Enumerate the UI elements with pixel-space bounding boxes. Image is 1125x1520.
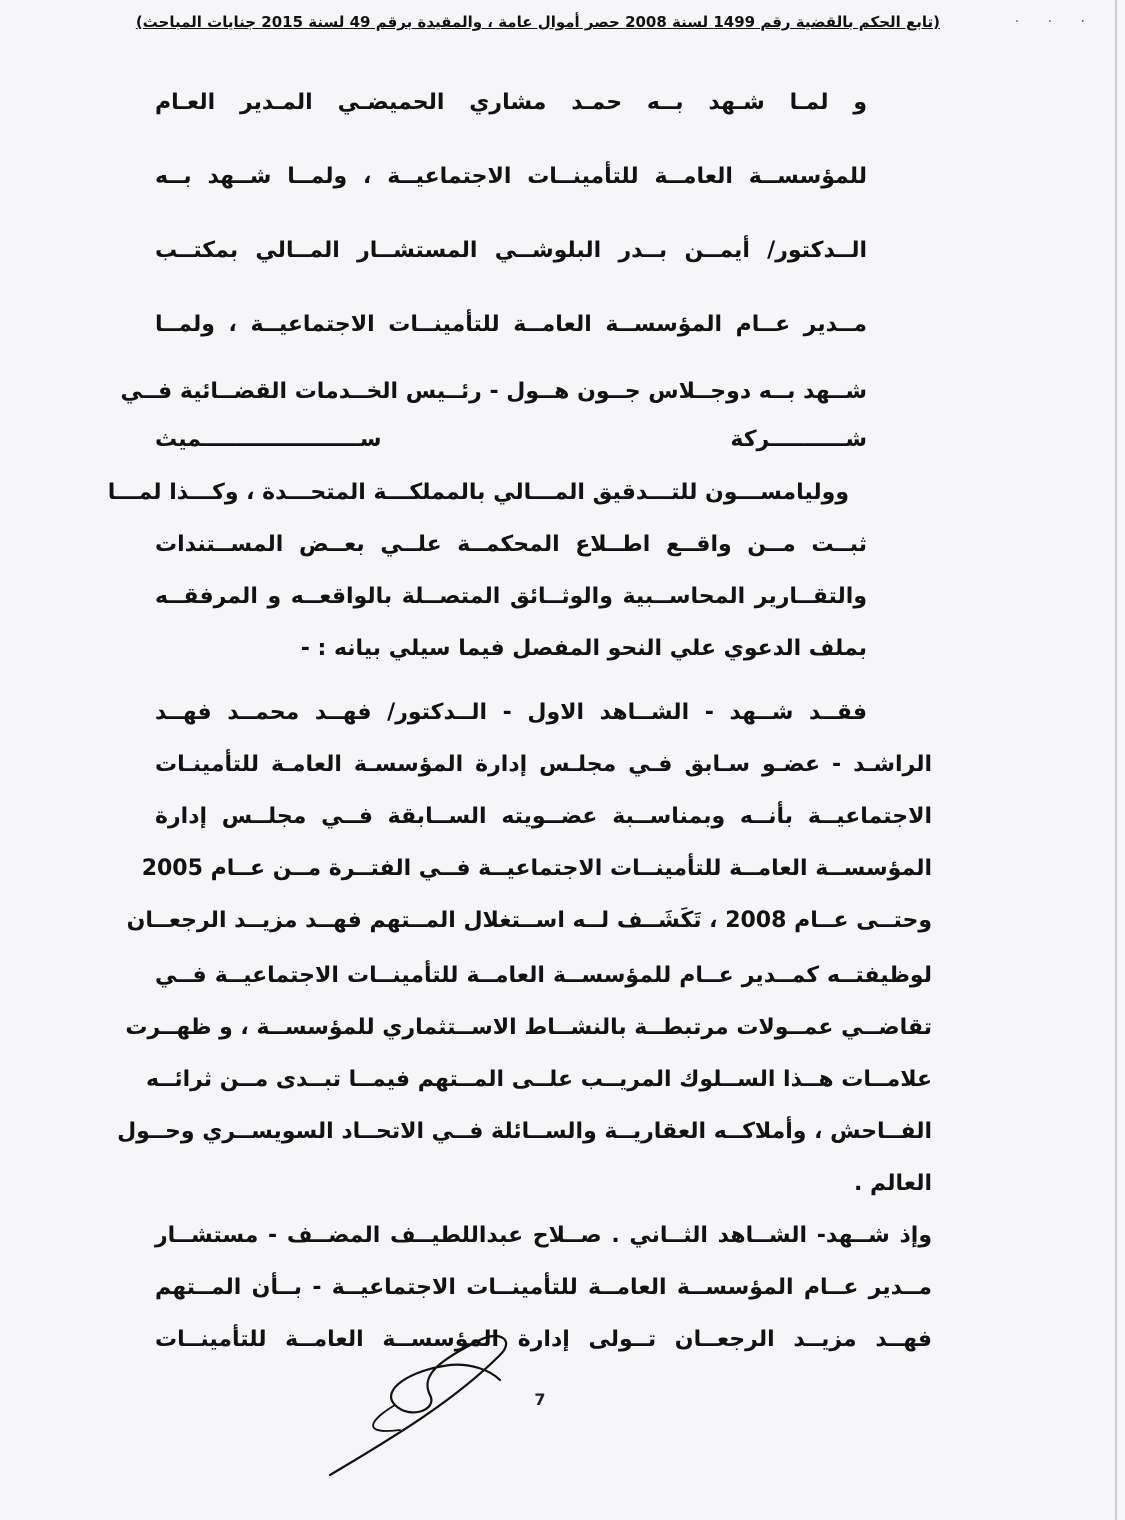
- body-line: فقــد شــهد - الشــاهد الاول - الــدكتور/ فهــد محمــد فهــد: [155, 700, 867, 725]
- body-line: شــــــــــركة ســـــــــــــــــــــميث: [155, 427, 867, 452]
- body-line: مــدير عــام المؤسســة العامــة للتأمينــات الاجتماعيــة ، ولمــا: [155, 312, 867, 337]
- body-line: ووليامســـون للتـــدقيق المـــالي بالمملكـــة المتحـــدة ، وكـــذا لمـــا: [107, 480, 849, 505]
- body-line: علامــات هــذا الســلوك المريــب علــى المــتهم فيمــا تبــدى مــن ثرائــه: [145, 1067, 932, 1092]
- body-line: العالم .: [853, 1171, 932, 1196]
- body-line: و لمـا شـهد بــه حمـد مشاري الحميضـي المـدير العـام: [155, 90, 867, 115]
- body-line: الــدكتور/ أيمــن بــدر البلوشــي المستشــار المــالي بمكتــب: [155, 238, 867, 263]
- body-line: الفــاحش ، وأملاكــه العقاريــة والســائلة فــي الاتحــاد السويســري وحــول: [117, 1119, 932, 1144]
- case-header: (تابع الحكم بالقضية رقم 1499 لسنة 2008 حصر أموال عامة ، والمقيدة برقم 49 لسنة 2015 جنايات المباحث): [135, 13, 940, 31]
- body-line: بملف الدعوي علي النحو المفصل فيما سيلي بيانه : -: [300, 636, 867, 661]
- body-line: وإذ شــهد- الشــاهد الثــاني . صــلاح عبداللطيــف المضــف - مستشــار: [155, 1223, 932, 1248]
- body-line: الاجتماعيــة بأنــه وبمناســبة عضــويته الســابقة فــي مجلــس إدارة: [155, 804, 932, 829]
- body-line: المؤسســة العامــة للتأمينــات الاجتماعيــة فــي الفتــرة مــن عــام 2005: [141, 856, 932, 881]
- body-line: تقاضــي عمــولات مرتبطــة بالنشــاط الاســتثماري للمؤسســة ، و ظهــرت: [125, 1015, 932, 1040]
- corner-marks: · · ·: [1014, 14, 1097, 30]
- body-line: الراشـد - عضـو سـابق فـي مجلـس إدارة المؤسسـة العامـة للتأمينـات: [155, 752, 932, 777]
- body-line: للمؤسســة العامــة للتأمينــات الاجتماعيــة ، ولمــا شــهد بــه: [155, 164, 867, 189]
- body-line: والتقــارير المحاســبية والوثــائق المتصــلة بالواقعــه و المرفقــه: [155, 584, 867, 609]
- body-line: ثبــت مــن واقــع اطــلاع المحكمــة علــي بعــض المســتندات: [155, 532, 867, 557]
- header-container: [135, 12, 940, 31]
- body-line: فهــد مزيــد الرجعــان تــولى إدارة المؤسســة العامــة للتأمينــات: [155, 1327, 932, 1352]
- body-line: مــدير عــام المؤسســة العامــة للتأمينــات الاجتماعيــة - بــأن المــتهم: [155, 1275, 932, 1300]
- body-line: لوظيفتــه كمــدير عــام للمؤسســة العامــة للتأمينــات الاجتماعيــة فــي: [155, 963, 932, 988]
- page-number: 7: [534, 1390, 546, 1409]
- body-line: وحتــى عــام 2008 ، تَكَشَــف لــه اســتغلال المــتهم فهــد مزيــد الرجعــان: [126, 908, 932, 933]
- body-line: شــهد بــه دوجــلاس جــون هــول - رئــيس الخــدمات القضــائية فــي: [120, 379, 867, 404]
- page-edge: [1115, 0, 1117, 1520]
